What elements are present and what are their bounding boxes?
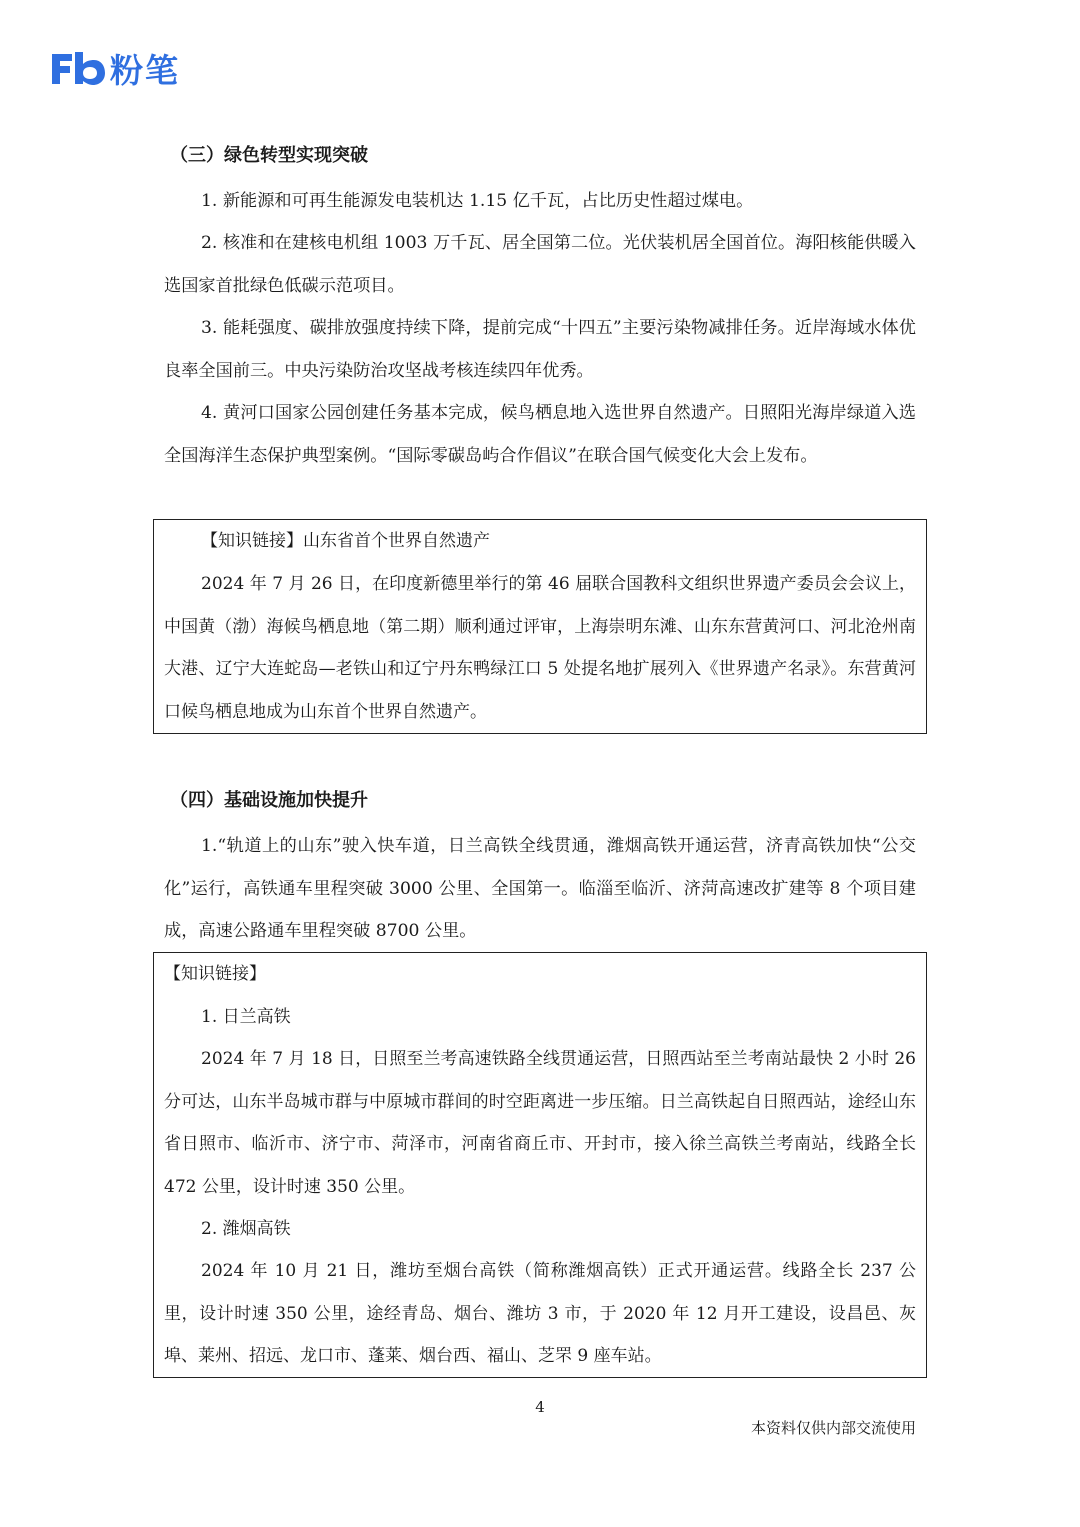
- footer-note: 本资料仅供内部交流使用: [750, 1419, 916, 1437]
- knowledge-link-body: 2024 年 7 月 18 日，日照至兰考高速铁路全线贯通运营，日照西站至兰考南站最快 2 小时 26 分可达，山东半岛城市群与中原城市群间的时空距离进一步压缩。日兰高铁起自日照西站，途经山东省日照市、临沂市、济宁市、菏泽市，河南省商丘市、开封市，接入徐兰高铁兰考南站，线路全长 472 公里，设计时速 350 公里。: [164, 1049, 916, 1197]
- knowledge-link-body: 2024 年 10 月 21 日，潍坊至烟台高铁（简称潍烟高铁）正式开通运营。线路全长 237 公里，设计时速 350 公里，途经青岛、烟台、潍坊 3 市，于 2020 年 12 月开工建设，设昌邑、灰埠、莱州、招远、龙口市、蓬莱、烟台西、福山、芝罘 9 座车站。: [164, 1261, 916, 1366]
- fenbi-fb-logo-icon: [50, 48, 106, 88]
- knowledge-link-box: [153, 952, 927, 1378]
- knowledge-link-subtitle: 2. 潍烟高铁: [201, 1219, 291, 1239]
- paragraph-item: 4. 黄河口国家公园创建任务基本完成，候鸟栖息地入选世界自然遗产。日照阳光海岸绿道入选全国海洋生态保护典型案例。“国际零碳岛屿合作倡议”在联合国气候变化大会上发布。: [164, 403, 916, 466]
- page-number: 4: [535, 1398, 545, 1416]
- section-heading-infrastructure: （四）基础设施加快提升: [170, 790, 368, 811]
- paragraph-item: 2. 核准和在建核电机组 1003 万千瓦、居全国第二位。光伏装机居全国首位。海阳核能供暖入选国家首批绿色低碳示范项目。: [164, 233, 916, 296]
- knowledge-link-body: 2024 年 7 月 26 日，在印度新德里举行的第 46 届联合国教科文组织世界遗产委员会会议上，中国黄（渤）海候鸟栖息地（第二期）顺利通过评审，上海崇明东滩、山东东营黄河口、河北沧州南大港、辽宁大连蛇岛—老铁山和辽宁丹东鸭绿江口 5 处提名地扩展列入《世界遗产名录》。东营黄河口候鸟栖息地成为山东首个世界自然遗产。: [164, 574, 916, 722]
- logo-text: 粉笔: [110, 50, 180, 90]
- section-heading-green-transition: （三）绿色转型实现突破: [170, 145, 368, 166]
- fenbi-logo: [50, 48, 180, 88]
- paragraph-item: 3. 能耗强度、碳排放强度持续下降，提前完成“十四五”主要污染物减排任务。近岸海域水体优良率全国前三。中央污染防治攻坚战考核连续四年优秀。: [164, 318, 916, 381]
- paragraph-item: 1. 新能源和可再生能源发电装机达 1.15 亿千瓦，占比历史性超过煤电。: [201, 191, 754, 211]
- paragraph-item: 1.“轨道上的山东”驶入快车道，日兰高铁全线贯通，潍烟高铁开通运营，济青高铁加快“公交化”运行，高铁通车里程突破 3000 公里、全国第一。临淄至临沂、济菏高速改扩建等 8 个项目建成，高速公路通车里程突破 8700 公里。: [164, 836, 916, 941]
- knowledge-link-subtitle: 1. 日兰高铁: [201, 1007, 291, 1027]
- knowledge-link-box: [153, 519, 927, 734]
- knowledge-link-title: 【知识链接】山东省首个世界自然遗产: [201, 531, 490, 551]
- knowledge-link-title: 【知识链接】: [164, 964, 266, 984]
